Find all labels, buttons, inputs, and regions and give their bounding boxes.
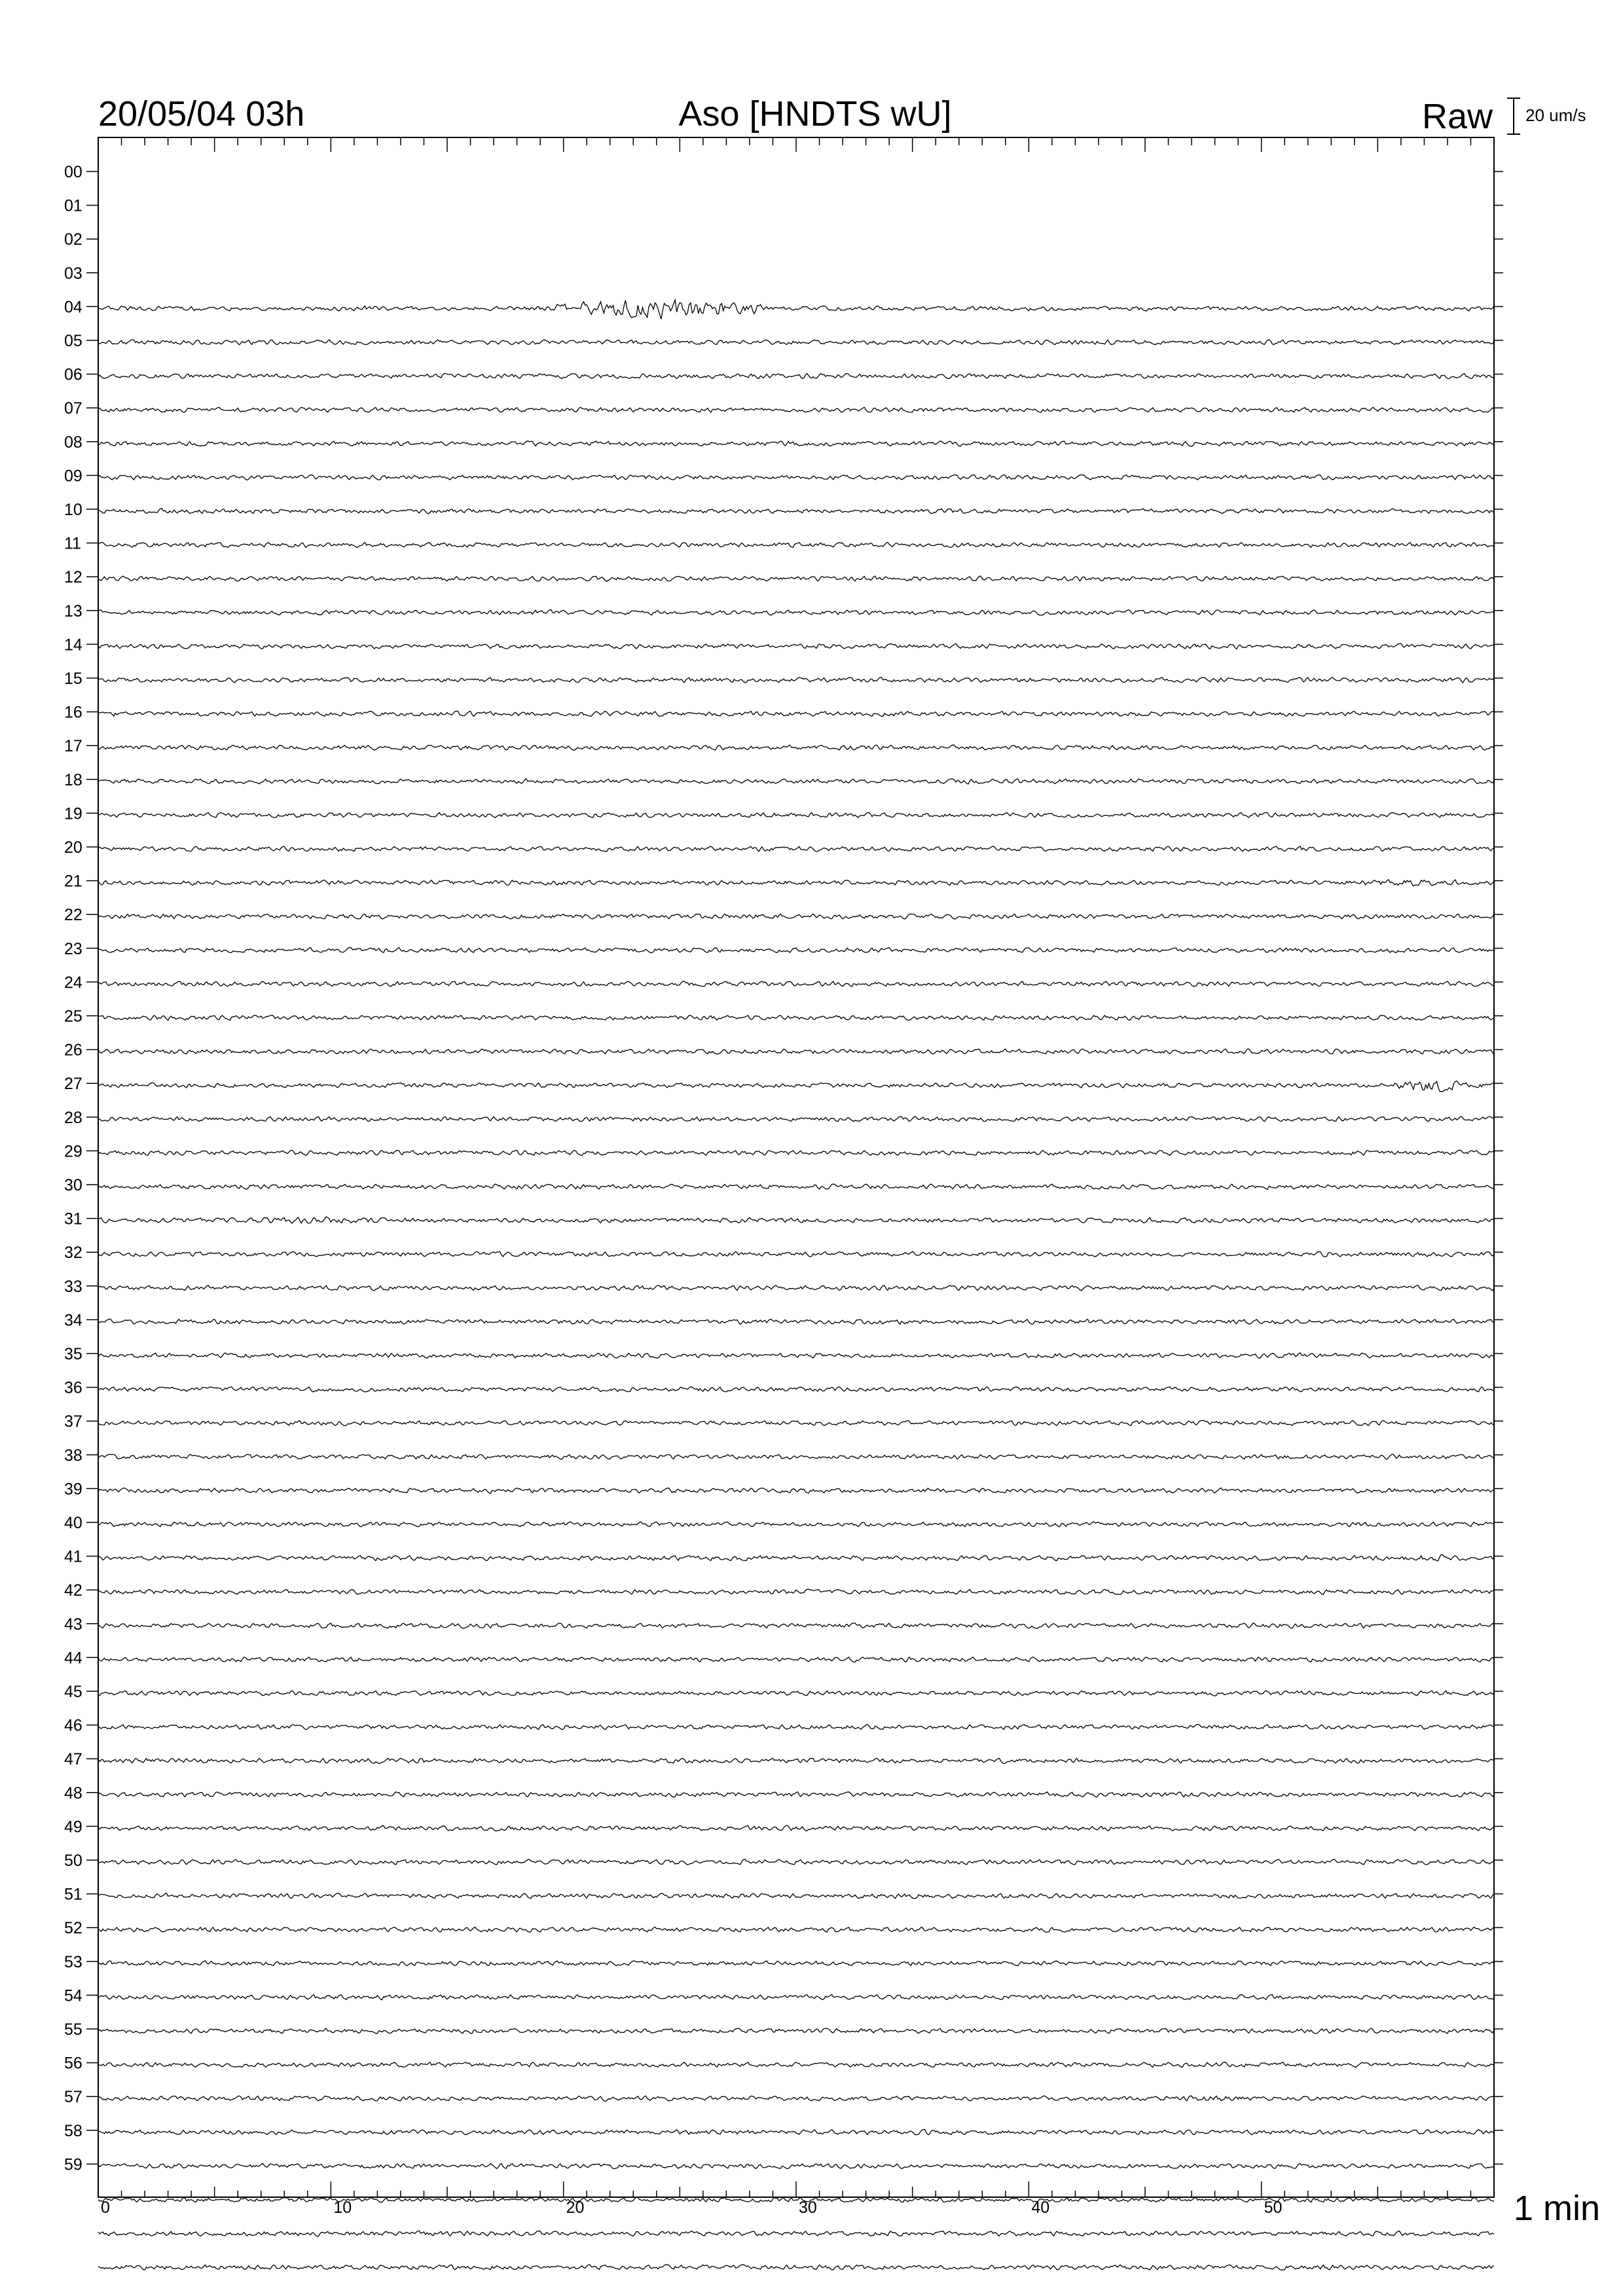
trace-50 [98, 1859, 1494, 1865]
trace-57 [98, 2096, 1494, 2101]
row-label-23: 23 [64, 939, 82, 958]
row-label-41: 41 [64, 1547, 82, 1566]
trace-31 [98, 1217, 1494, 1223]
chart-title: Aso [HNDTS wU] [678, 94, 952, 134]
row-label-52: 52 [64, 1919, 82, 1938]
side-ticks [86, 171, 1503, 2164]
trace-28 [98, 1117, 1494, 1122]
row-label-36: 36 [64, 1378, 82, 1397]
trace-54 [98, 1995, 1494, 2000]
row-label-18: 18 [64, 770, 82, 789]
row-label-13: 13 [64, 601, 82, 620]
trace-52 [98, 1927, 1494, 1932]
row-label-48: 48 [64, 1784, 82, 1803]
trace-19 [98, 812, 1494, 817]
row-label-35: 35 [64, 1345, 82, 1363]
trace-46 [98, 1725, 1494, 1730]
trace-20 [98, 846, 1494, 852]
trace-14 [98, 643, 1494, 649]
trace-24 [98, 981, 1494, 986]
row-label-14: 14 [64, 636, 82, 655]
row-label-26: 26 [64, 1041, 82, 1060]
row-label-00: 00 [64, 163, 82, 181]
trace-17 [98, 745, 1494, 750]
x-tick-label-20: 20 [566, 2198, 585, 2217]
row-label-37: 37 [64, 1412, 82, 1431]
trace-extra-2 [98, 2231, 1494, 2236]
row-label-33: 33 [64, 1277, 82, 1296]
row-label-05: 05 [64, 332, 82, 350]
trace-13 [98, 610, 1494, 615]
row-label-12: 12 [64, 568, 82, 587]
trace-48 [98, 1792, 1494, 1797]
row-label-32: 32 [64, 1244, 82, 1263]
row-label-54: 54 [64, 1986, 82, 2005]
x-tick-label-10: 10 [333, 2198, 352, 2217]
row-label-27: 27 [64, 1075, 82, 1094]
header-mode: Raw [1421, 97, 1493, 136]
row-label-06: 06 [64, 365, 82, 384]
trace-15 [98, 677, 1494, 683]
row-label-21: 21 [64, 872, 82, 891]
trace-extra-3 [98, 2265, 1494, 2270]
row-label-20: 20 [64, 838, 82, 857]
row-label-16: 16 [64, 703, 82, 722]
row-label-25: 25 [64, 1007, 82, 1026]
trace-22 [98, 914, 1494, 919]
x-tick-label-50: 50 [1264, 2198, 1283, 2217]
x-tick-label-0: 0 [101, 2198, 110, 2217]
trace-58 [98, 2130, 1494, 2135]
row-label-42: 42 [64, 1581, 82, 1600]
trace-07 [98, 407, 1494, 412]
row-label-55: 55 [64, 2020, 82, 2039]
trace-47 [98, 1758, 1494, 1763]
row-label-31: 31 [64, 1210, 82, 1229]
trace-11 [98, 543, 1494, 548]
trace-29 [98, 1150, 1494, 1155]
trace-49 [98, 1825, 1494, 1831]
trace-25 [98, 1015, 1494, 1020]
x-axis [98, 2181, 1494, 2217]
trace-05 [98, 340, 1494, 345]
trace-27 [98, 1081, 1494, 1092]
trace-30 [98, 1184, 1494, 1189]
trace-51 [98, 1893, 1494, 1899]
x-tick-label-30: 30 [799, 2198, 817, 2217]
row-label-49: 49 [64, 1818, 82, 1837]
header-datetime: 20/05/04 03h [98, 94, 305, 134]
row-label-17: 17 [64, 737, 82, 756]
row-label-45: 45 [64, 1683, 82, 1701]
row-label-10: 10 [64, 501, 82, 519]
row-label-11: 11 [64, 534, 81, 553]
row-label-08: 08 [64, 433, 82, 452]
trace-38 [98, 1454, 1494, 1460]
trace-56 [98, 2062, 1494, 2068]
trace-12 [98, 576, 1494, 581]
trace-35 [98, 1353, 1494, 1358]
row-label-28: 28 [64, 1108, 82, 1127]
row-label-57: 57 [64, 2088, 82, 2107]
row-label-40: 40 [64, 1514, 82, 1532]
row-label-34: 34 [64, 1311, 82, 1330]
row-label-19: 19 [64, 804, 82, 823]
x-tick-label-40: 40 [1031, 2198, 1050, 2217]
row-label-09: 09 [64, 467, 82, 486]
trace-04 [98, 300, 1494, 319]
row-label-29: 29 [64, 1142, 82, 1161]
row-label-24: 24 [64, 973, 82, 992]
trace-44 [98, 1657, 1494, 1662]
trace-06 [98, 374, 1494, 379]
trace-45 [98, 1691, 1494, 1696]
row-label-03: 03 [64, 264, 82, 283]
trace-43 [98, 1623, 1494, 1628]
x-axis-unit-label: 1 min [1514, 2189, 1601, 2228]
trace-53 [98, 1961, 1494, 1966]
trace-16 [98, 711, 1494, 717]
row-label-58: 58 [64, 2121, 82, 2140]
trace-37 [98, 1420, 1494, 1426]
row-labels [64, 163, 82, 2174]
trace-21 [98, 880, 1494, 886]
top-minute-ticks [98, 137, 1494, 152]
trace-18 [98, 779, 1494, 784]
trace-41 [98, 1554, 1494, 1561]
seismic-traces [98, 300, 1494, 2270]
row-label-39: 39 [64, 1480, 82, 1499]
row-label-50: 50 [64, 1852, 82, 1870]
row-label-51: 51 [64, 1885, 82, 1904]
trace-42 [98, 1589, 1494, 1594]
row-label-43: 43 [64, 1615, 82, 1634]
trace-40 [98, 1522, 1494, 1527]
row-label-44: 44 [64, 1649, 82, 1668]
row-label-56: 56 [64, 2054, 82, 2073]
trace-08 [98, 441, 1494, 446]
row-label-53: 53 [64, 1952, 82, 1971]
row-label-01: 01 [64, 196, 82, 215]
row-label-59: 59 [64, 2155, 82, 2174]
row-label-02: 02 [64, 230, 82, 249]
trace-09 [98, 475, 1494, 480]
row-label-46: 46 [64, 1716, 82, 1735]
row-label-47: 47 [64, 1750, 82, 1769]
trace-34 [98, 1319, 1494, 1324]
trace-36 [98, 1387, 1494, 1392]
row-label-07: 07 [64, 399, 82, 418]
trace-59 [98, 2164, 1494, 2169]
trace-26 [98, 1049, 1494, 1054]
row-label-04: 04 [64, 298, 82, 317]
row-label-38: 38 [64, 1446, 82, 1465]
row-label-22: 22 [64, 906, 82, 925]
trace-23 [98, 948, 1494, 953]
scale-bar [1507, 98, 1586, 134]
trace-55 [98, 2028, 1494, 2034]
row-label-15: 15 [64, 670, 82, 688]
trace-10 [98, 509, 1494, 514]
trace-33 [98, 1285, 1494, 1291]
row-label-30: 30 [64, 1176, 82, 1194]
trace-39 [98, 1488, 1494, 1493]
scale-bar-label: 20 um/s [1525, 105, 1586, 125]
trace-32 [98, 1251, 1494, 1257]
trace-extra-1 [98, 2197, 1494, 2202]
plot-frame [98, 137, 1494, 2197]
